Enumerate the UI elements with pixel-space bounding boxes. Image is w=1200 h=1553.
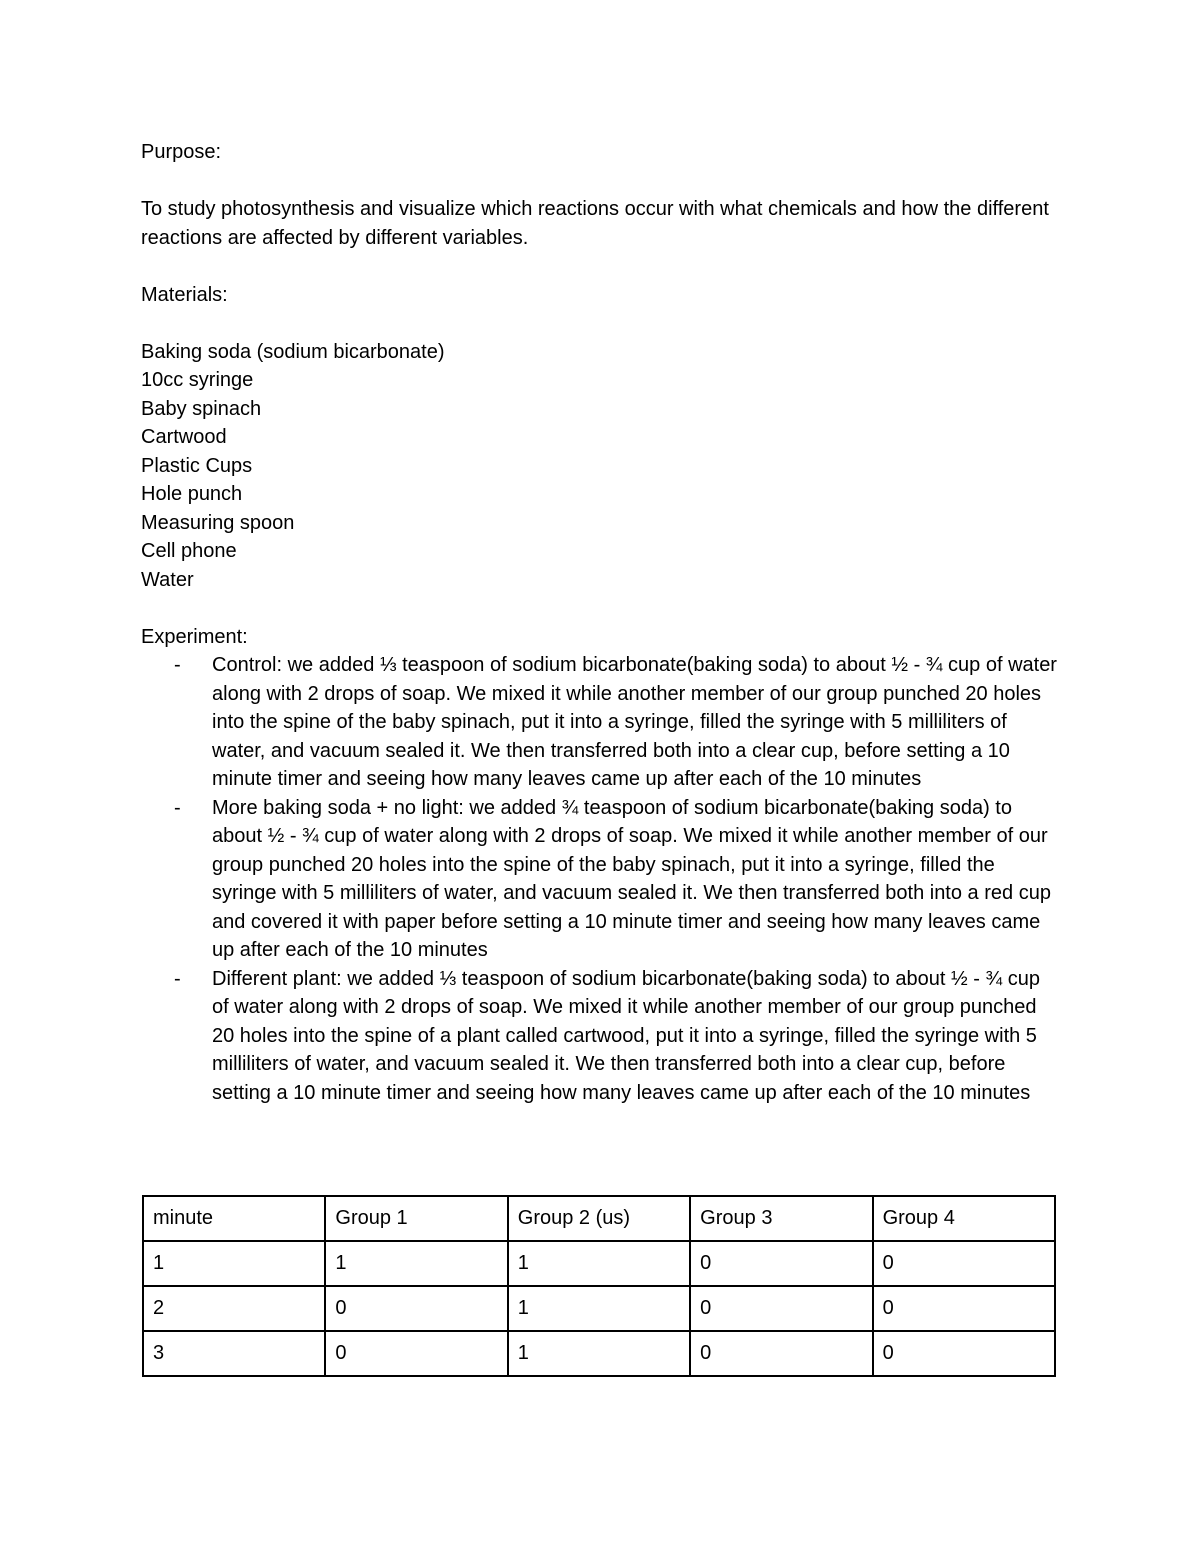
- table-cell: 0: [873, 1241, 1055, 1286]
- table-cell: 1: [508, 1331, 690, 1376]
- table-cell: 0: [690, 1241, 872, 1286]
- experiment-item-different-plant: [141, 965, 1062, 1108]
- table-cell: 1: [508, 1286, 690, 1331]
- purpose-text: To study photosynthesis and visualize which reactions occur with what chemicals and how the different reactions are affected by different variables.: [141, 198, 1055, 249]
- bullet-dash: -: [174, 796, 181, 819]
- table-cell: 0: [873, 1286, 1055, 1331]
- table-header-cell: Group 3: [690, 1196, 872, 1241]
- materials-item: 10cc syringe: [141, 369, 254, 391]
- results-table: [142, 1195, 1056, 1377]
- experiment-item-more-baking-soda: [141, 794, 1062, 965]
- table-header-cell: Group 4: [873, 1196, 1055, 1241]
- table-cell: 0: [325, 1286, 507, 1331]
- table-cell: 0: [690, 1331, 872, 1376]
- table-row: [143, 1331, 1055, 1376]
- table-header-cell: minute: [143, 1196, 325, 1241]
- materials-list: [141, 338, 1059, 595]
- table-cell: 0: [873, 1331, 1055, 1376]
- materials-item: Plastic Cups: [141, 454, 253, 477]
- table-cell: 3: [143, 1331, 325, 1376]
- materials-heading: Materials:: [141, 283, 228, 306]
- table-header-row: [143, 1196, 1055, 1241]
- table-header-cell: Group 2 (us): [508, 1196, 690, 1241]
- experiment-item-text: Control: we added ⅓ teaspoon of sodium bicarbonate(baking soda) to about ½ - ¾ cup of water along with 2 drops of soap. We mixed it while another member of our group punched 20 holes into the spine of the baby spinach, put it into a syringe, filled the syringe with 5 milliliters of water, and vacuum sealed it. We then transferred both into a clear cup, before setting a 10 minute timer and seeing how many leaves came up after each of the 10 minutes: [212, 654, 1057, 790]
- materials-item: Hole punch: [141, 483, 243, 505]
- experiment-list: [141, 651, 1059, 1107]
- materials-item: Water: [141, 568, 194, 591]
- table-row: [143, 1286, 1055, 1331]
- materials-item: Baby spinach: [141, 397, 262, 420]
- table-cell: 0: [325, 1331, 507, 1376]
- experiment-item-control: [141, 651, 1062, 794]
- table-header-cell: Group 1: [325, 1196, 507, 1241]
- materials-item: Baking soda (sodium bicarbonate): [141, 340, 445, 363]
- bullet-dash: -: [174, 654, 181, 676]
- table-cell: 1: [508, 1241, 690, 1286]
- table-cell: 0: [690, 1286, 872, 1331]
- table-cell: 1: [143, 1241, 325, 1286]
- materials-item: Measuring spoon: [141, 511, 295, 534]
- table-cell: 2: [143, 1286, 325, 1331]
- experiment-item-text: More baking soda + no light: we added ¾ teaspoon of sodium bicarbonate(baking soda) to about ½ - ¾ cup of water along with 2 drops of soap. We mixed it while another member of our group punched 20 holes into the spine of the baby spinach, put it into a syringe, filled the syringe with 5 milliliters of water, and vacuum sealed it. We then transferred both into a red cup and covered it with paper before setting a 10 minute timer and seeing how many leaves came up after each of the 10 minutes: [212, 796, 1051, 961]
- table-cell: 1: [325, 1241, 507, 1286]
- materials-item: Cell phone: [141, 540, 237, 562]
- table-row: [143, 1241, 1055, 1286]
- bullet-dash: -: [174, 967, 181, 990]
- purpose-heading: Purpose:: [141, 141, 222, 163]
- experiment-heading: Experiment:: [141, 625, 248, 648]
- materials-item: Cartwood: [141, 426, 227, 448]
- document-page: [141, 138, 1059, 1107]
- experiment-item-text: Different plant: we added ⅓ teaspoon of sodium bicarbonate(baking soda) to about ½ - ¾ cup of water along with 2 drops of soap. We mixed it while another member of our group punched 20 holes into the spine of a plant called cartwood, put it into a syringe, filled the syringe with 5 milliliters of water, and vacuum sealed it. We then transferred both into a clear cup, before setting a 10 minute timer and seeing how many leaves came up after each of the 10 minutes: [212, 967, 1040, 1104]
